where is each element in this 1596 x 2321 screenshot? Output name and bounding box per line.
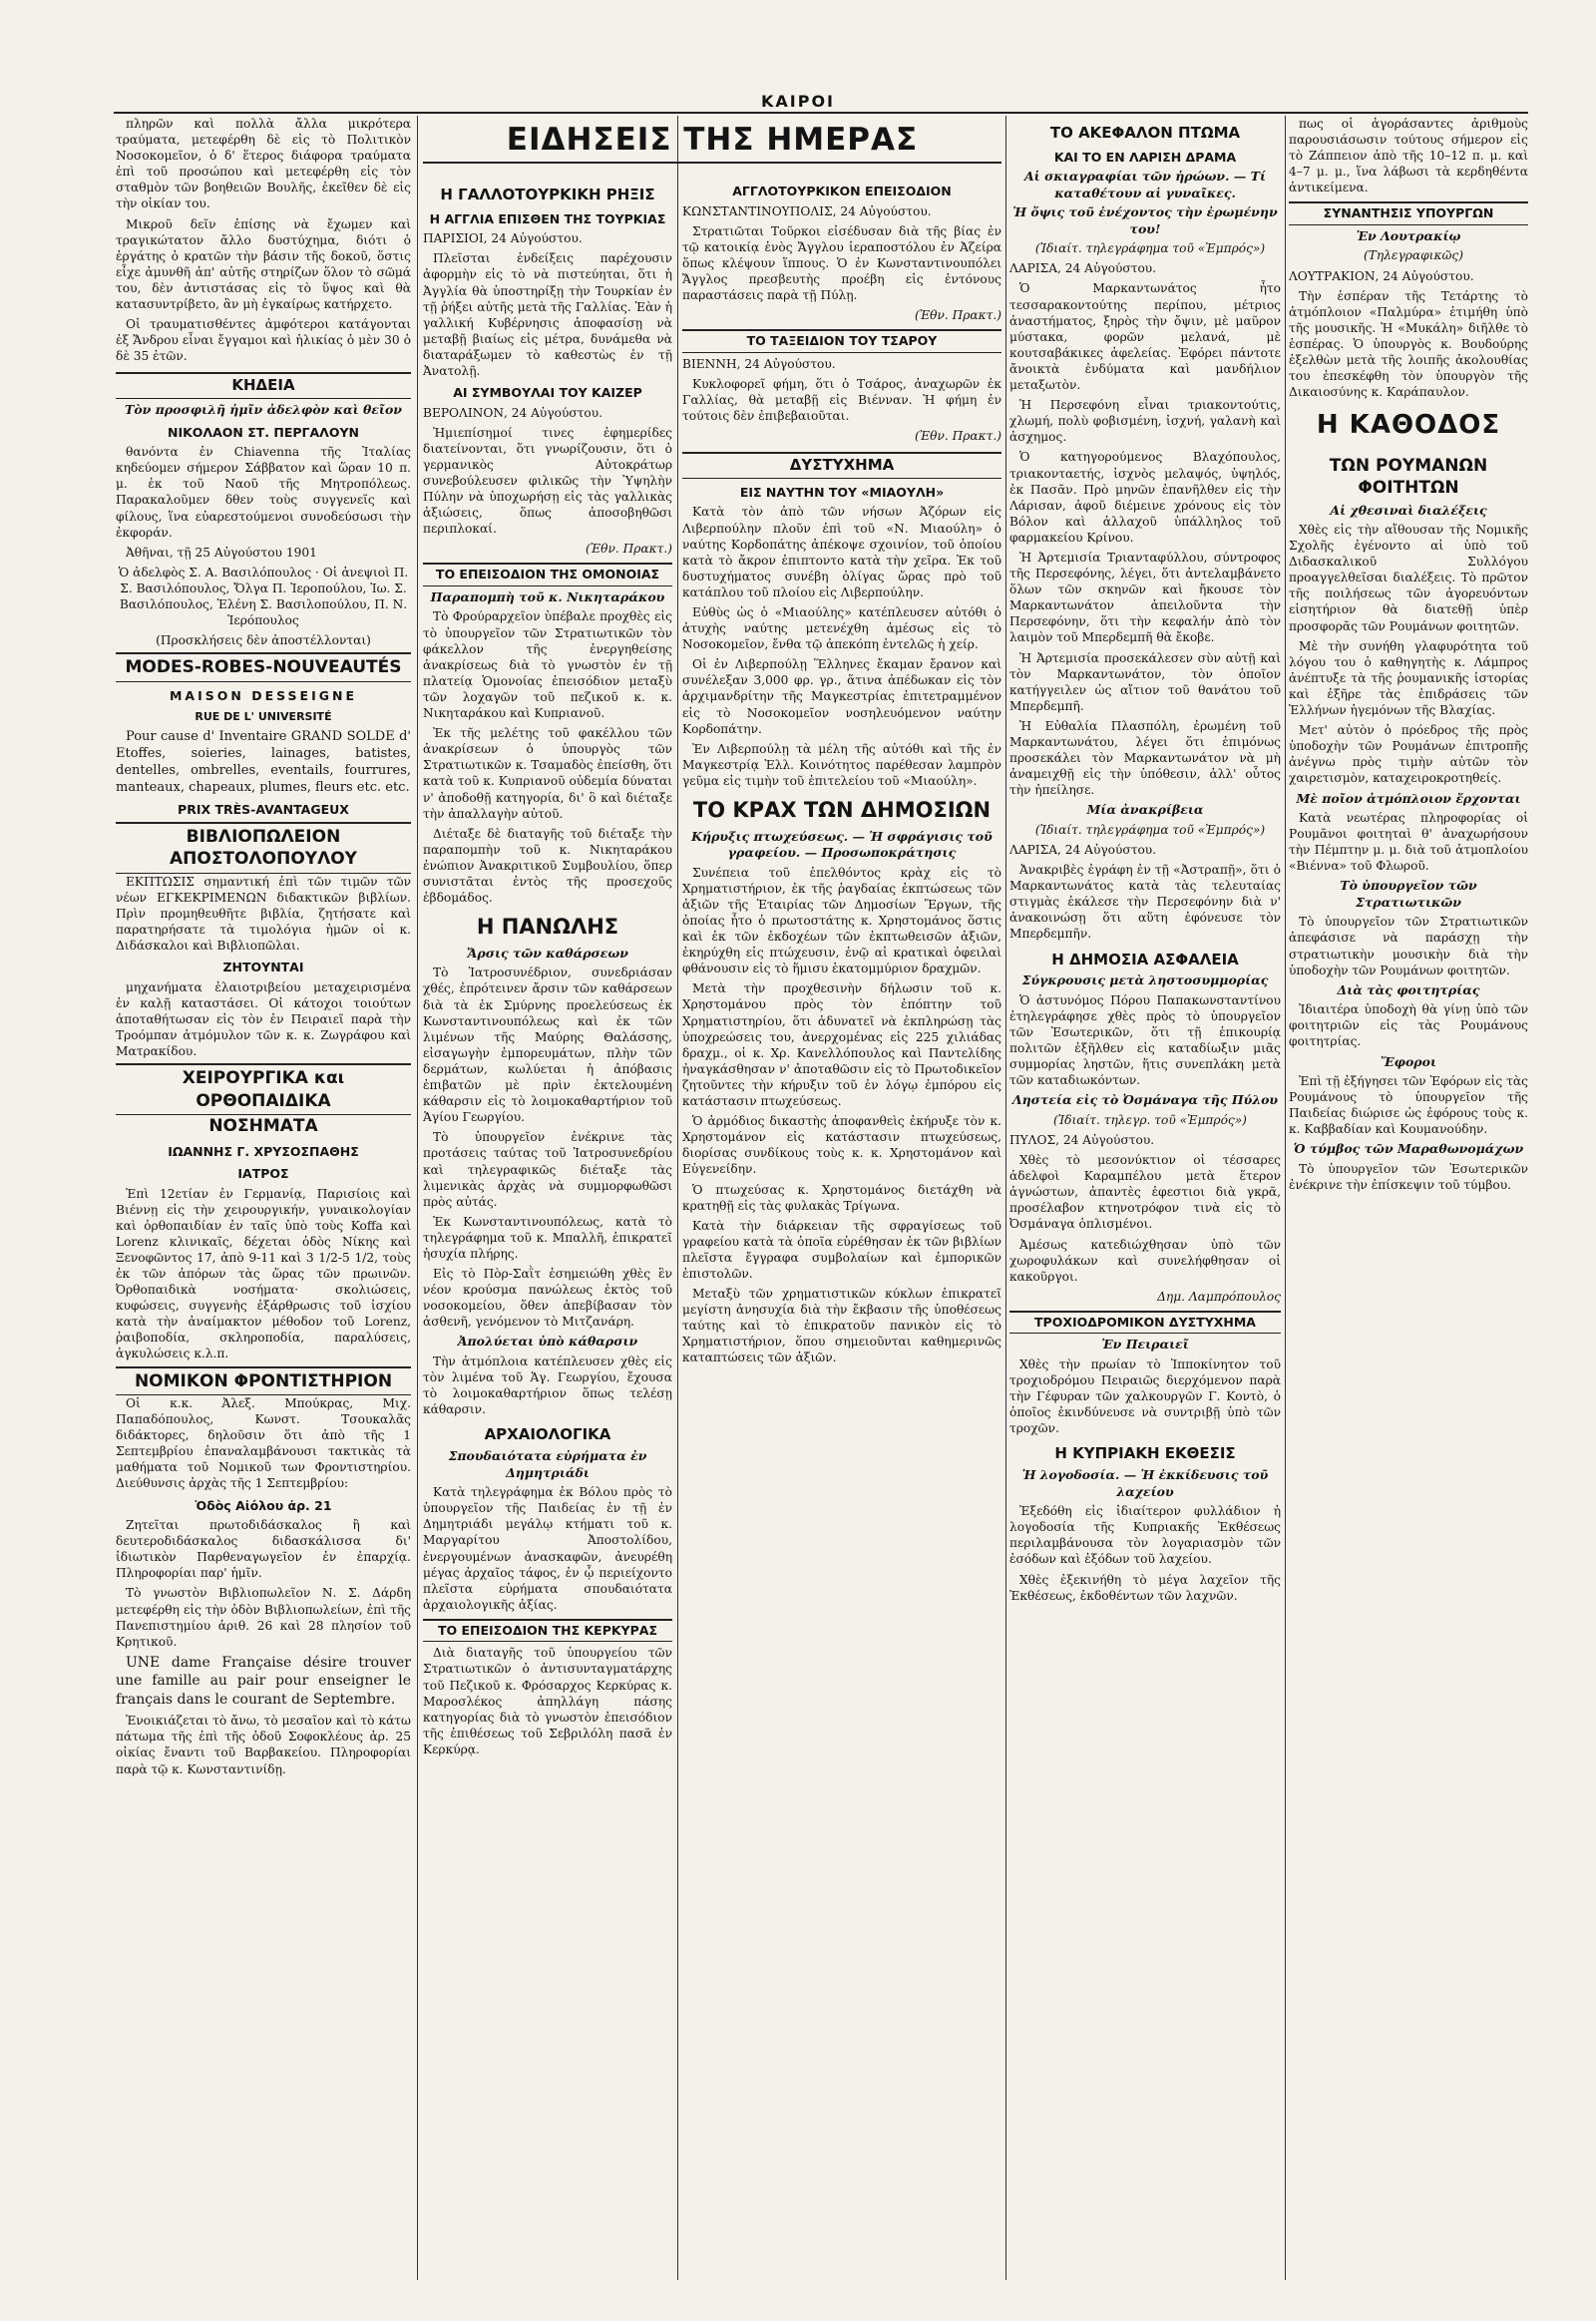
subheadline: Ἡ ὄψις τοῦ ἐνέχοντος τὴν ἐρωμένην του! bbox=[1012, 204, 1278, 236]
subheadline: Ὁ τύμβος τῶν Μαραθωνομάχων bbox=[1293, 1141, 1524, 1157]
subheadline: Διὰ τὰς φοιτητρίας bbox=[1337, 981, 1480, 997]
headline: ΑΓΓΛΟΤΟΥΡΚΙΚΟΝ ΕΠΕΙΣΟΔΙΟΝ bbox=[732, 184, 952, 198]
main-title-wrap bbox=[423, 118, 1001, 170]
article-text: Ἠμιεπίσημοί τινες ἐφημερίδες διατείνονται, ὅτι γνωρίζουσιν, ὅτι ὁ γερμανικὸς Αὐτοκράτωρ συνεβούλευσεν φιλικῶς τὴν Ὑψηλὴν Πύλην νὰ ὑποχωρήσῃ εἰς τὰς γαλλικὰς ἀξιώσεις, ὅπως ἀποσοβηθῶσι περιπλοκαί. bbox=[423, 425, 672, 537]
article-text: Μὲ τὴν συνήθη γλαφυρότητα τοῦ λόγου του ὁ καθηγητὴς κ. Λάμπρος ἀνέπτυξε τὰ τῆς ῥουμανικῆς ἱστορίας καὶ ἐξῆρε τὰς ἐπιδράσεις τῶν Ἑλλήνων ἡγεμόνων τῆς Βλαχίας. bbox=[1289, 638, 1528, 718]
subheadline: Ἔφοροι bbox=[1380, 1053, 1436, 1069]
article-text: Ὁ ἀστυνόμος Πόρου Παπακωνσταντίνου ἐτηλεγράφησε χθὲς πρὸς τὸ ὑπουργεῖον τῶν Ἐσωτερικῶν, ὅτι τῇ ἐπικουρίᾳ πολιτῶν ἐξῆλθεν εἰς καταδίωξιν μιᾶς συμμορίας ληστῶν, ἥτις συνεπλάκη μετὰ τῶν καταδιωκόντων. bbox=[1009, 992, 1281, 1088]
funeral-notice-note: (Προσκλήσεις δὲν ἀποστέλλονται) bbox=[156, 633, 371, 648]
article-text: Διὰ διαταγῆς τοῦ ὑπουργείου τῶν Στρατιωτικῶν ὁ ἀντισυνταγματάρχης τοῦ Πεζικοῦ κ. Φρόσαρχος Κερκύρας κ. Μαροσλέκος ἀπηλλάγη πάσης κατηγορίας διὰ τὸ γνωστὸν ἐπεισόδιον τῆς ἐπιθέσεως τοῦ Σεβριλόλη πασᾶ ἐν Κερκύρᾳ. bbox=[423, 1646, 672, 1756]
article-text: Τὸ ὑπουργεῖον τῶν Στρατιωτικῶν ἀπεφάσισε νὰ παράσχῃ τὴν στρατιωτικὴν μουσικὴν διὰ τὴν ὑποδοχὴν τῶν Ρουμάνων φοιτητῶν. bbox=[1289, 915, 1528, 977]
subheadline: Η ΑΓΓΛΙΑ ΕΠΙΣΘΕΝ ΤΗΣ ΤΟΥΡΚΙΑΣ bbox=[429, 210, 666, 226]
ad-teacher-body: Ζητεῖται πρωτοδιδάσκαλος ἢ καὶ δευτεροδιδάσκαλος διδασκάλισσα δι' ἰδιωτικὸν Παρθεναγωγεῖον ἐν ἐπαρχίᾳ. Πληροφορίαι παρ' ἡμῖν. bbox=[116, 1518, 411, 1581]
ad-law-address: Ὁδὸς Αἰόλου ἀρ. 21 bbox=[195, 1497, 332, 1513]
funeral-notice-title: ΚΗΔΕΙΑ bbox=[116, 372, 411, 399]
article-text: Ἰδιαιτέρα ὑποδοχὴ θὰ γίνῃ ὑπὸ τῶν φοιτητριῶν εἰς τὰς Ρουμάνους φοιτητρίας. bbox=[1289, 1002, 1528, 1049]
article-text: Ἡ Ἀρτεμισία Τριανταφύλλου, σύντροφος τῆς Περσεφόνης, λέγει, ὅτι ἀντελαμβάνετο ὅλων τῶν σκηνῶν καὶ ἤκουσε τὸν Μαρκαντωνάτον ἀπειλοῦντα τὴν Περσεφόνην, ὅτι τὴν κεφαλήν ἀπὸ τὸν λαιμὸν τοῦ Μπερδεμπῆ θὰ ἔκοβε. bbox=[1009, 550, 1281, 645]
article-text: Συνέπεια τοῦ ἐπελθόντος κρὰχ εἰς τὸ Χρηματιστήριον, ἐκ τῆς ῥαγδαίας ἐκπτώσεως τῶν ἀξιῶν τῆς Ἑταιρίας τῶν Δημοσίων Ἔργων, τῆς ὁποίας ἦτο ὁ πρωτοστάτης κ. Χρηστομάνος ὅστις καὶ ἐκ τῶν ἐκδοχέων τῶν ἐκπτωθεισῶν ἀξιῶν, ἐκηρύχθη εἰς πτώχευσιν, ἐνῷ αἱ κρατικαὶ ὀφειλαὶ φθάνουσιν εἰς τὸ ἥμισυ ἑκατομμύριον δραχμῶν. bbox=[682, 865, 1001, 976]
subheadline: Παραπομπὴ τοῦ κ. Νικηταράκου bbox=[430, 588, 665, 604]
ad-wanted-title: ΖΗΤΟΥΝΤΑΙ bbox=[222, 960, 304, 975]
article-text: Εὐθὺς ὡς ὁ «Μιαούλης» κατέπλευσεν αὐτόθι ὁ ἀτυχὴς ναύτης μετενέχθη ἀμέσως εἰς τὸ Νοσοκομεῖον, ἔνθα τῷ ἀπεκόπη ἐντελῶς ἡ χείρ. bbox=[682, 604, 1001, 652]
article-text: Χθὲς τὸ μεσονύκτιον οἱ τέσσαρες ἀδελφοὶ Καραμπέλου μετὰ ἕτερον ἀγνώστων, ἀπαντὲς ἐφεστιοι διὰ γκρᾶ, προσέλαβον κτηνοτρόφον τινὰ εἰς τὸ Ὀσμάναγα ὁπλισμένοι. bbox=[1009, 1153, 1281, 1232]
ad-wanted-body: μηχανήματα ἐλαιοτριβείου μεταχειρισμένα ἐν καλῇ καταστάσει. Οἱ κάτοχοι τοιούτων ἀποταθήτωσαν εἰς τὸν ἐν Πειραιεῖ παρὰ τὴν Τροόμπαν ἀτμόμυλον τῶν κ. κ. Ζωγράφου καὶ Ματρακίδου. bbox=[116, 979, 411, 1059]
dateline: ΠΑΡΙΣΙΟΙ, 24 Αὐγούστου. bbox=[423, 231, 583, 246]
ad-surgery-role: ΙΑΤΡΟΣ bbox=[237, 1166, 289, 1182]
subheadline: Αἱ χθεσιναὶ διαλέξεις bbox=[1330, 502, 1487, 518]
ad-surgery-doctor: ΙΩΑΝΝΗΣ Γ. ΧΡΥΣΟΣΠΑΘΗΣ bbox=[168, 1143, 359, 1159]
article-text: Τὸ Φρούραρχεῖον ὑπέβαλε προχθὲς εἰς τὸ ὑπουργεῖον τῶν Στρατιωτικῶν τὸν φάκελλον τῆς ἐνεργηθείσης ἀνακρίσεως διὰ τὸ γνωστὸν ἐν τῇ πλατείᾳ Ὁμονοίας ἐπεισόδιον μεταξὺ τῶν λοχαγῶν τοῦ πεζικοῦ κ. κ. Νικηταράκου καὶ Κυπριανοῦ. bbox=[423, 609, 672, 721]
article-text: Μετ' αὐτὸν ὁ πρόεδρος τῆς πρὸς ὑποδοχὴν τῶν Ρουμάνων ἐπιτροπῆς ἀνέγνω πρὸς τιμὴν αὐτῶν τὸν χαιρετισμὸν, καταχειροκροτηθείς. bbox=[1289, 723, 1528, 786]
headline: ΤΟ ΑΚΕΦΑΛΟΝ ΠΤΩΜΑ bbox=[1049, 124, 1241, 142]
article-text: Ἐκ Κωνσταντινουπόλεως, κατὰ τὸ τηλεγράφημα τοῦ κ. Μπαλλῆ, ἐπικρατεῖ ἡσυχία πλήρης. bbox=[423, 1214, 672, 1261]
ad-modes-title: MODES-ROBES-NOUVEAUTÉS bbox=[116, 652, 411, 681]
article-text: Τὸ Ἰατροσυνέδριον, συνεδριάσαν χθές, ἐπρότεινεν ἄρσιν τῶν καθάρσεων διὰ τὰ ἐκ Σμύρνης προελεύσεως ἐκ Κωνσταντινουπόλεως καὶ ἐκ τῶν λιμένων τῆς Μαύρης Θαλάσσης, εἰσαγωγὴν ἐμπορευμάτων, πλὴν τῶν δερμάτων, κωλύεται ἡ ἀπόβασις ἐπιβατῶν μὲ πρὶν ἐκτελουμένη κάθαρσιν εἰς τὸ λοιμοκαθαρτήριον τοῦ Ἁγίου Γεωργίου. bbox=[423, 966, 672, 1125]
article-text: Στρατιῶται Τοῦρκοι εἰσέδυσαν διὰ τῆς βίας ἐν τῷ κατοικίᾳ ἑνὸς Ἄγγλου ἱεραποστόλου ἐν Ἀζείρα ὅπως κλέψουν ἵππους. Ὁ ἐν Κωνσταντινουπόλει Ἄγγλος πρεσβευτὴς προέβη εἰς ἐντόνους παραστάσεις παρὰ τῇ Πύλῃ. bbox=[682, 223, 1001, 302]
subheadline: Κήρυξις πτωχεύσεως. — Ἡ σφράγισις τοῦ γραφείου. — Προσωποκράτησις bbox=[691, 828, 993, 861]
funeral-notice-intro: Τὸν προσφιλῆ ἡμῖν ἀδελφὸν καὶ θεῖον bbox=[125, 402, 402, 418]
subheadline: Αἱ σκιαγραφίαι τῶν ἡρώων. — Τί καταθέτουν αἱ γυναῖκες. bbox=[1023, 169, 1267, 200]
ad-modes-body: Pour cause d' Inventaire GRAND SOLDE d' Etoffes, soieries, lainages, batistes, dentelles, ombrelles, eventails, fourrures, manteaux, chapeaux, plumes, fleurs etc. etc. bbox=[116, 728, 411, 796]
ad-law-body: Οἱ κ.κ. Ἀλεξ. Μπούκρας, Μιχ. Παπαδόπουλος, Κωνστ. Τσουκαλᾶς διδάκτορες, δηλοῦσιν ὅτι ἀπὸ τῆς 1 Σεπτεμβρίου ἐπαναλαμβάνουσι τακτικὰς τὰ μαθήματα τοῦ Νομικοῦ των Φροντιστηρίου. Διεύθυνσις ἀρχὰς τῆς 1 Σεπτεμβρίου: bbox=[116, 1396, 411, 1491]
headline: ΤΟ ΕΠΕΙΣΟΔΙΟΝ ΤΗΣ ΟΜΟΝΟΙΑΣ bbox=[423, 563, 672, 586]
subheadline: Ληστεία εἰς τὸ Ὀσμάναγα τῆς Πύλου bbox=[1011, 1092, 1279, 1108]
column-5 bbox=[1289, 116, 1528, 2280]
article-text: Διέταξε δὲ διαταγῆς τοῦ διέταξε τὴν παραπομπὴν τοῦ κ. Νικηταράκου ἐνώπιον Ἀνακριτικοῦ Συμβουλίου, ὅπερ συνιστᾶται ἐντὸς τῆς προσεχοῦς ἑβδομάδος. bbox=[423, 826, 672, 906]
dateline: ΛΑΡΙΣΑ, 24 Αὐγούστου. bbox=[1009, 842, 1157, 857]
article-text: Τὸ ὑπουργεῖον τῶν Ἐσωτερικῶν ἐνέκρινε τὴν ἐπίσκεψιν τοῦ τύμβου. bbox=[1289, 1161, 1528, 1192]
article-text: Πλεῖσται ἐνδείξεις παρέχουσιν ἀφορμὴν εἰς τὸ νὰ πιστεύηται, ὅτι ἡ Ἀγγλία θὰ ὑποστηρίξῃ τὴν Τουρκίαν ἐν τῇ ῥήξει αὐτῆς μετὰ τῆς Γαλλίας. Ἐὰν ἡ γαλλική Κυβέρνησις ἀποφασίσῃ νὰ μεταβῇ βιαίως εἰς μέτρα, δυνάμεθα νὰ διαταράξωμεν τὸ καθεστὼς ἐν τῇ Ἀνατολῇ. bbox=[423, 251, 672, 379]
headline: ΤΟ ΚΡΑΧ ΤΩΝ ΔΗΜΟΣΙΩΝ bbox=[692, 798, 992, 823]
headline: ΤΟ ΤΑΞΕΙΔΙΟΝ ΤΟΥ ΤΣΑΡΟΥ bbox=[682, 329, 1001, 353]
subheadline: Ἐν Πειραιεῖ bbox=[1101, 1337, 1189, 1353]
article-text: Ἐξεδόθη εἰς ἰδιαίτερον φυλλάδιον ἡ λογοδοσία τῆς Κυπριακῆς Ἐκθέσεως περιλαμβάνουσα τὸν λογαριασμὸν τῶν ἐσόδων καὶ ἐξόδων τοῦ λαχείου. bbox=[1009, 1504, 1281, 1567]
subheadline: Ἀπολύεται ὑπὸ κάθαρσιν bbox=[457, 1334, 638, 1350]
article-text: πληρῶν καὶ πολλὰ ἄλλα μικρότερα τραύματα, μετεφέρθη δὲ εἰς τὸ Πολιτικὸν Νοσοκομεῖον, ὁ δ' ἕτερος διάφορα τραύματα ἐπὶ τοῦ προσώπου καὶ μετεφέρθη εἰς τὸν σταθμὸν τῶν βοηθειῶν Βουλῆς, ἐκεῖθεν δὲ εἰς τὴν οἰκίαν του. bbox=[116, 117, 411, 211]
ad-bookshop-body: ΕΚΠΤΩΣΙΣ σημαντική ἐπὶ τῶν τιμῶν τῶν νέων ΕΓΚΕΚΡΙΜΕΝΩΝ διδακτικῶν βιβλίων. Πρὶν προμηθευθῆτε βιβλία, ζητήσατε καὶ παρατηρήσατε τὰ τιμολόγια ἡμῶν οἱ κ. Διδάσκαλοι καὶ Βιβλιοπῶλαι. bbox=[116, 874, 411, 954]
column-divider bbox=[677, 116, 678, 2280]
dateline: ΚΩΝΣΤΑΝΤΙΝΟΥΠΟΛΙΣ, 24 Αὐγούστου. bbox=[682, 203, 932, 218]
ad-modes-prices: PRIX TRÈS-AVANTAGEUX bbox=[178, 802, 349, 818]
article-text: Ἡ Εὐθαλία Πλασπόλη, ἐρωμένη τοῦ Μαρκαντωνάτου, λέγει ὅτι ἐπιμόνως προσεκάλει τὸν Μαρκαντωνάτον νὰ μὴ ἀναμειχθῇ εἰς τὴν ὑπόθεσιν, ἀλλ' οὗτος τὴν ἠπείλησε. bbox=[1009, 718, 1281, 798]
ad-rent-body: Ἐνοικιάζεται τὸ ἄνω, τὸ μεσαῖον καὶ τὸ κάτω πάτωμα τῆς ἐπὶ τῆς ὁδοῦ Σοφοκλέους ἀρ. 25 οἰκίας ἔναντι τοῦ Βαρβακείου. Πληροφορίαι παρὰ τῷ κ. Κωνσταντινίδῃ. bbox=[116, 1714, 411, 1776]
subheadline: Μία ἀνακρίβεια bbox=[1086, 802, 1204, 818]
headline: Η ΔΗΜΟΣΙΑ ΑΣΦΑΛΕΙΑ bbox=[1051, 950, 1239, 968]
article-text: Οἱ τραυματισθέντες ἀμφότεροι κατάγονται ἐξ Ἄνδρου εἶναι ἔγγαμοι καὶ ἡλικίας ὁ μὲν 30 ὁ δὲ 35 ἐτῶν. bbox=[116, 317, 411, 364]
funeral-notice-name: ΝΙΚΟΛΑΟΝ ΣΤ. ΠΕΡΓΑΛΟΥΝ bbox=[168, 424, 359, 440]
ad-surgery-title: ΧΕΙΡΟΥΡΓΙΚΑ και ΟΡΘΟΠΑΙΔΙΚΑ bbox=[116, 1063, 411, 1115]
funeral-notice-body: θανόντα ἐν Chiavenna τῆς Ἰταλίας κηδεύομεν σήμερον Σάββατον καὶ ὥραν 10 π. μ. ἐκ τοῦ Ναοῦ τῆς Μητροπόλεως. Παρακαλοῦμεν δθεν τοὺς συγγενεῖς καὶ φίλους, ἵνα εὐαρεστούμενοι συνοδεύσωσι τὴν ἐκφοράν. bbox=[116, 445, 411, 540]
ad-bookshop-title: ΒΙΒΛΙΟΠΩΛΕΙΟΝ ΑΠΟΣΤΟΛΟΠΟΥΛΟΥ bbox=[116, 822, 411, 874]
headline: Η ΠΑΝΩΛΗΣ bbox=[476, 915, 619, 940]
source: (Ἰδιαίτ. τηλεγρ. τοῦ «Ἐμπρός») bbox=[1053, 1112, 1247, 1127]
article-text: Χθὲς ἐξεκινήθη τὸ μέγα λαχεῖον τῆς Ἐκθέσεως, ἐκδοθέντων τῶν λαχνῶν. bbox=[1009, 1572, 1281, 1603]
ad-surgery-subtitle: ΝΟΣΗΜΑΤΑ bbox=[208, 1116, 318, 1137]
article-text: Μετὰ τὴν προχθεσινὴν δήλωσιν τοῦ κ. Χρηστομάνου πρὸς τὸν ἐπόπτην τοῦ Χρηματιστηρίου, ὅτι ἀδυνατεῖ νὰ ἐκπληρώσῃ τὰς ὑποχρεώσεις του, ἀνερχομένας εἰς 225 χιλιάδας δραχμ., οἱ κ. Χρ. Κανελλόπουλος καὶ Παντελίδης ἠναγκάσθησαν ν' ἀποταθῶσιν εἰς τὸ Πρωτοδικεῖον ζητοῦντες τὴν κήρυξιν τοῦ ἐν λόγῳ ἐμπόρου εἰς κατάστασιν πτωχεύσεως. bbox=[682, 981, 1001, 1109]
headline: ΑΡΧΑΙΟΛΟΓΙΚΑ bbox=[484, 1425, 611, 1444]
headline: ΤΡΟΧΙΟΔΡΟΜΙΚΟΝ ΔΥΣΤΥΧΗΜΑ bbox=[1009, 1311, 1281, 1335]
article-text: Ὁ ἀρμόδιος δικαστὴς ἀποφανθεὶς ἐκήρυξε τὸν κ. Χρηστομάνον εἰς κατάστασιν πτωχεύσεως, διορίσας συνδίκους τοὺς κ. κ. Χρηστομάνον καὶ Εὐγενείδην. bbox=[682, 1114, 1001, 1177]
ad-modes-house: MAISON DESSEIGNE bbox=[169, 687, 357, 703]
ad-modes-street: RUE DE L' UNIVERSITÉ bbox=[195, 710, 332, 724]
subheadline: Ἡ λογοδοσία. — Ἡ ἐκκίδευσις τοῦ λαχείου bbox=[1021, 1467, 1269, 1499]
masthead: ΚΑΙΡΟΙ bbox=[760, 92, 835, 111]
article-text: Χθὲς τὴν πρωίαν τὸ Ἱπποκίνητον τοῦ τροχιοδρόμου Πειραιῶς διερχόμενον παρὰ τὴν Γέφυραν τῶν χαλκουργῶν Γ. Κοντὸ, ὁ ὁποῖος ἐκινδύνευσε νὰ συντριβῇ ὑπὸ τῶν τροχῶν. bbox=[1009, 1356, 1281, 1436]
headline: ΑΙ ΣΥΜΒΟΥΛΑΙ ΤΟΥ ΚΑΙΖΕΡ bbox=[453, 385, 642, 401]
article-text: Κατὰ τηλεγράφημα ἐκ Βόλου πρὸς τὸ ὑπουργεῖον τῆς Παιδείας ἐν τῇ ἐν Δημητριάδι μεγάλῳ κτήματι τοῦ κ. Μαργαρίτου Ἀποστολίδου, ἐνεργουμένων ἀνασκαφῶν, ἀνευρέθη μέγας ἀρχαῖος τάφος, ἐν ᾧ περιείχοντο πλεῖστα εὑρήματα σπουδαιότατα ἀρχαιολογικῆς ἀξίας. bbox=[423, 1485, 672, 1612]
ad-bookstore-body: Τὸ γνωστὸν Βιβλιοπωλεῖον Ν. Σ. Δάρδη μετεφέρθη εἰς τὴν ὁδὸν Βιβλιοπωλείων, ἐπὶ τῆς Πανεπιστημίου ἀριθ. 26 καὶ 28 πλησίον τοῦ Κρητικοῦ. bbox=[116, 1586, 411, 1649]
column-1 bbox=[116, 116, 411, 2280]
source: (Ἰδιαίτ. τηλεγράφημα τοῦ «Ἐμπρός») bbox=[1034, 822, 1266, 837]
source: (Ἐθν. Πρακτ.) bbox=[585, 542, 672, 557]
column-3 bbox=[682, 178, 1001, 2280]
source: (Ἐθν. Πρακτ.) bbox=[914, 308, 1001, 323]
dateline: ΛΟΥΤΡΑΚΙΟΝ, 24 Αὐγούστου. bbox=[1289, 268, 1474, 283]
article-text: Οἱ ἐν Λιβερπούλῃ Ἕλληνες ἔκαμαν ἔρανον καὶ συνέλεξαν 3,000 φρ. γρ., ἅτινα ἀπέδωκαν εἰς τὸν ἀρχιμανδρίτην τῆς Μαγκεστρίας ἐπιτετραμμένον εἰς τὸ Νοσοκομεῖον νοσηλευόμενον ναύτην Κορδοπάτην. bbox=[682, 657, 1001, 736]
headline: ΚΑΙ ΤΟ ΕΝ ΛΑΡΙΣΗ ΔΡΑΜΑ bbox=[1053, 149, 1237, 165]
funeral-notice-date: Ἀθῆναι, τῇ 25 Αὐγούστου 1901 bbox=[126, 545, 317, 560]
article-text: Ὁ πτωχεύσας κ. Χρηστομάνος διετάχθη νὰ κρατηθῇ εἰς τὰς φυλακὰς Τρίγωνα. bbox=[682, 1182, 1001, 1213]
headline: Η ΓΑΛΛΟΤΟΥΡΚΙΚΗ ΡΗΞΙΣ bbox=[440, 186, 655, 203]
headline: ΣΥΝΑΝΤΗΣΙΣ ΥΠΟΥΡΓΩΝ bbox=[1289, 201, 1528, 225]
article-text: Κατὰ τὸν ἀπὸ τῶν νήσων Ἀζόρων εἰς Λιβερπούλην πλοῦν ἐπὶ τοῦ «Ν. Μιαούλη» ὁ ναύτης Κορδοπάτης ἀπέκοψε σχοινίον, τοῦ ὁποίου κατὰ τὸ ἄκρον ἐπιπτοντο κατὰ τὴν χεῖρα. Ἐκ τοῦ δυστυχήματος συνέβη ὀλίγας ὥρας πρὸ τοῦ κατάπλου τοῦ πλοίου εἰς Λιβερπούλην. bbox=[682, 505, 1001, 599]
ad-surgery-body: Ἐπὶ 12ετίαν ἐν Γερμανίᾳ, Παρισίοις καὶ Βιέννῃ εἰς τὴν χειρουργικήν, γυναικολογίαν καὶ ὀρθοπαιδίαν ἐν ταῖς ὑπὸ τοὺς Koffa καὶ Lorenz κλινικαῖς, δέχεται ὁδὸς Νίκης καὶ Ξενοφῶντος 17, ἀπὸ 9-11 καὶ 3 1/2-5 1/2, τοὺς ἐκ τῶν ἀπόρων τὰς ὥρας τῶν πρωινῶν. Ὀρθοπαιδικὰ νοσήματα· σκολιώσεις, κυφώσεις, συγγενὴς ἐξάρθρωσις τοῦ ἰσχίου κατὰ τὴν ἀναίμακτον μέθοδον τοῦ Lorenz, ῥαιβοποδία, σκληροποδία, παραλύσεις, ἀγκυλώσεις κ.λ.π. bbox=[116, 1186, 411, 1361]
article-text: Κατὰ τὴν διάρκειαν τῆς σφραγίσεως τοῦ γραφείου κατὰ τὰ ὁποῖα εὑρέθησαν ἐκ τῶν βιβλίων πλεῖστα ἔγγραφα συμβολαίων καὶ ἐμπορικῶν ἐπιστολῶν. bbox=[682, 1218, 1001, 1281]
column-4 bbox=[1009, 116, 1281, 2280]
article-text: Ἡ Περσεφόνη εἶναι τριακοντούτις, χλωμή, πολὺ φοβισμένη, ἰσχνή, γαλανὴ καὶ ἀσχημος. bbox=[1009, 398, 1281, 445]
top-rule bbox=[114, 112, 1528, 114]
headline: Η ΚΑΘΟΔΟΣ bbox=[1316, 410, 1501, 441]
subheadline: Μὲ ποῖον ἀτμόπλοιον ἔρχονται bbox=[1296, 790, 1521, 806]
subheadline: Τὸ ὑπουργεῖον τῶν Στρατιωτικῶν bbox=[1340, 878, 1477, 910]
article-text: Ἐκ τῆς μελέτης τοῦ φακέλλου τῶν ἀνακρίσεων ὁ ὑπουργὸς τῶν Στρατιωτικῶν κ. Τσαμαδὸς ἐπείσθη, ὅτι κατὰ τοῦ κ. Κυπριανοῦ οὐδεμία δύναται ν' ἀποδοθῇ κατηγορία, δι' ὃ καὶ διέταξε τὴν ἀπαλλαγὴν αὐτοῦ. bbox=[423, 726, 672, 821]
article-text: Ἐπὶ τῇ ἐξήγησει τῶν Ἐφόρων εἰς τὰς Ρουμάνους τὸ ὑπουργεῖον τῆς Παιδείας διώρισε ὡς ἐφόρους τοὺς κ. κ. Καββαδίαν καὶ Κουμανούδην. bbox=[1289, 1074, 1528, 1137]
article-text: Μεταξὺ τῶν χρηματιστικῶν κύκλων ἐπικρατεῖ μεγίστη ἀνησυχία διὰ τὴν ἔκβασιν τῆς ὑποθέσεως ταύτης καὶ τὸ ἐπικρατοῦν πανικὸν εἰς τὸ Χρηματιστήριον, ὅπου σημειοῦνται καθημερινῶς καταπτώσεις τῶν ἀξιῶν. bbox=[682, 1287, 1001, 1365]
headline: ΤΩΝ ΡΟΥΜΑΝΩΝ ΦΟΙΤΗΤΩΝ bbox=[1329, 455, 1488, 499]
article-text: πως οἱ ἀγοράσαντες ἀριθμοὺς παρουσιάσωσιν τούτους σήμερον εἰς τὸ Ζάππειον ἀπὸ τῆς 10–12 π. μ. καὶ 4–7 μ. μ., ἵνα λάβωσι τὰ κερδηθέντα ἀντικείμενα. bbox=[1289, 117, 1528, 195]
subheadline: Ἄρσις τῶν καθάρσεων bbox=[467, 945, 628, 961]
article-text: Τὴν ἀτμόπλοια κατέπλευσεν χθὲς εἰς τὸν λιμένα τοῦ Ἁγ. Γεωργίου, ἔχουσα τὸ λοιμοκαθαρτήριον ὅπως τελέσῃ κάθαρσιν. bbox=[423, 1354, 672, 1417]
article-text: Ἀνακριβὲς ἐγράφη ἐν τῇ «Ἀστραπῇ», ὅτι ὁ Μαρκαντωνάτος κατὰ τὰς τελευταίας στιγμὰς ἐκάλεσε τὴν Περσεφόνην διὰ ν' ἀνακοινώσῃ ὅτι αὕτη ἐφόνευσε τὸν Μπερδεμπῆν. bbox=[1009, 863, 1281, 942]
dateline: ΛΑΡΙΣΑ, 24 Αὐγούστου. bbox=[1009, 261, 1157, 276]
article-text: Ἡ Ἀρτεμισία προσεκάλεσεν σὺν αὐτῇ καὶ τὸν Μαρκαντωνάτον, τὸν ὁποῖον κατήγγειλεν ὡς αἴτιον τοῦ θανάτου τοῦ Μπερδεμπῆ. bbox=[1009, 650, 1281, 713]
subheadline: Σύγκρουσις μετὰ ληστοσυμμορίας bbox=[1021, 972, 1269, 988]
headline: ΔΥΣΤΥΧΗΜΑ bbox=[682, 452, 1001, 479]
ad-law-title: ΝΟΜΙΚΟΝ ΦΡΟΝΤΙΣΤΗΡΙΟΝ bbox=[116, 1366, 411, 1395]
column-divider bbox=[1005, 116, 1006, 2280]
subheadline: Σπουδαιότατα εὑρήματα ἐν Δημητριάδι bbox=[448, 1448, 647, 1480]
article-text: Ἀμέσως κατεδιώχθησαν ὑπὸ τῶν χωροφυλάκων καὶ συνελήφθησαν οἱ κακοῦργοι. bbox=[1009, 1237, 1281, 1284]
article-text: Μικροῦ δεῖν ἐπίσης νὰ ἔχωμεν καὶ τραγικώτατον ἄλλο δυστύχημα, διότι ὁ ἐργάτης ὁ κρατῶν τὴν βάσιν τῆς δοκοῦ, ὅστις εἶχε ἀμυνθῆ ἀπ' αὐτῆς στηρίζων ὅλον τὸ σῶμά του, δὲν ἀντιστάσας εἰς τὸ ὕψος καὶ θὰ κατασυντρίβετο, ἂν μὴ ἐγκαίρως κατήρχετο. bbox=[116, 216, 411, 312]
column-2 bbox=[423, 178, 672, 2280]
headline: ΤΟ ΕΠΕΙΣΟΔΙΟΝ ΤΗΣ ΚΕΡΚΥΡΑΣ bbox=[423, 1619, 672, 1643]
ad-french-body: UNE dame Française désire trouver une famille au pair pour enseigner le français dans le courant de Septembre. bbox=[116, 1654, 411, 1708]
dateline: ΒΙΕΝΝΗ, 24 Αὐγούστου. bbox=[682, 356, 836, 371]
article-text: Εἰς τὸ Πὸρ-Σαῒτ ἐσημειώθη χθὲς ἓν νέον κρούσμα πανώλεως ἐκτὸς τοῦ νοσοκομείου, ὅθεν ἀπεβίβασαν τὸν ἀσθενῆ, γενόμενον τὸ Μιτζανάρη. bbox=[423, 1267, 672, 1330]
source: (Τηλεγραφικῶς) bbox=[1364, 248, 1463, 263]
article-text: Ὁ Μαρκαντωνάτος ἦτο τεσσαρακοντούτης περίπου, μέτριος ἀναστήματος, ξηρὸς τὴν ὄψιν, μὲ μαῦρον μύστακα, φορῶν μελανά, μὲ κουτσαβάκικες ἀφελείας. Ἐφόρει πάντοτε ἄνοικτὰ ἐνδύματα καὶ μανδήλιον μεταξωτὸν. bbox=[1009, 281, 1281, 393]
article-text: Κατὰ νεωτέρας πληροφορίας οἱ Ρουμᾶνοι φοιτηταὶ θ' ἀναχωρήσουν τὴν Πέμπτην μ. μ. διὰ τοῦ ἀτμοπλοίου «Βιέννα» τοῦ Φλωροῦ. bbox=[1289, 811, 1528, 874]
article-text: Τὸ ὑπουργεῖον ἐνέκρινε τὰς προτάσεις ταύτας τοῦ Ἰατροσυνεδρίου καὶ τηλεγραφικῶς διέταξε τὰς λιμενικὰς ἀρχὰς νὰ συμμορφωθῶσι πρὸς αὐτάς. bbox=[423, 1130, 672, 1209]
article-text: Ὁ κατηγορούμενος Βλαχόπουλος, τριακονταετής, ἰσχνὸς μελαψός, ὑψηλός, ἐκ Πασᾶν. Πρὸ μηνῶν ἐπανῆλθεν εἰς τὴν Λάρισαν, ἀφοῦ διέμεινε χρόνους εἰς τὸν Βόλον καὶ ἀλλαχοῦ ὑπάλληλος τοῦ φαρμακείου Κρίνου. bbox=[1009, 450, 1281, 545]
column-divider bbox=[417, 116, 418, 2280]
article-text: Τὴν ἑσπέραν τῆς Τετάρτης τὸ ἀτμόπλοιον «Παλμύρα» ἐτιμήθη ὑπὸ τῆς μουσικῆς. Ἡ «Μυκάλη» διῆλθε τὸ ἑσπέρας. Ὁ ὑπουργὸς κ. Βουδούρης ἐξελθὼν μετὰ τῆς λοιπῆς ἀκολουθίας του ἐπεσκέφθη τὸν ὑπουργὸν τῆς Δικαιοσύνης κ. Καράπαυλον. bbox=[1289, 288, 1528, 400]
main-title: ΕΙΔΗΣΕΙΣ ΤΗΣ ΗΜΕΡΑΣ bbox=[423, 122, 1001, 164]
source: (Ἰδιαίτ. τηλεγράφημα τοῦ «Ἐμπρός») bbox=[1034, 241, 1266, 256]
subheadline: ΕΙΣ ΝΑΥΤΗΝ ΤΟΥ «ΜΙΑΟΥΛΗ» bbox=[739, 484, 945, 500]
article-text: Χθὲς εἰς τὴν αἴθουσαν τῆς Νομικῆς Σχολῆς ἐγένοντο αἱ ὑπὸ τοῦ Διδασκαλικοῦ Συλλόγου προαγγελθεῖσαι διαλέξεις. Τὸ πρῶτον τῆς ποιλήσεως τῶν ἀγορευόντων εἰσητήριον θὰ διατεθῇ ὑπὲρ προσφορᾶς τῶν Ρουμάνων φοιτητῶν. bbox=[1289, 523, 1528, 633]
dateline: ΒΕΡΟΛΙΝΟΝ, 24 Αὐγούστου. bbox=[423, 405, 603, 420]
article-text: Κυκλοφορεῖ φήμη, ὅτι ὁ Τσάρος, ἀναχωρῶν ἐκ Γαλλίας, θὰ μεταβῇ εἰς Βιένναν. Ἡ φήμη ἐν τούτοις δὲν ἐπιβεβαιοῦται. bbox=[682, 376, 1001, 423]
article-text: Ἐν Λιβερπούλῃ τὰ μέλη τῆς αὐτόθι καὶ τῆς ἐν Μαγκεστρίᾳ Ἑλλ. Κοινότητος παρέθεσαν λαμπρὸν γεῦμα εἰς τιμὴν τοῦ ἐπιτελείου τοῦ «Μιαούλη». bbox=[682, 741, 1001, 788]
subheadline: Ἐν Λουτρακίῳ bbox=[1356, 227, 1461, 243]
source: (Ἐθν. Πρακτ.) bbox=[914, 429, 1001, 444]
byline: Δημ. Λαμπρόπουλος bbox=[1157, 1289, 1281, 1304]
dateline: ΠΥΛΟΣ, 24 Αὐγούστου. bbox=[1009, 1133, 1155, 1147]
column-divider bbox=[1285, 116, 1286, 2280]
funeral-notice-signers: Ὁ ἀδελφὸς Σ. Α. Βασιλόπουλος · Οἱ ἀνεψιοὶ Π. Σ. Βασιλόπουλος, Ὄλγα Π. Ἱεροπούλου, Ἰω. Σ. Βασιλόπουλος, Ἑλένη Σ. Βασιλοπούλου, Π. Ν. Ἱερόπουλος bbox=[118, 565, 409, 628]
headline: Η ΚΥΠΡΙΑΚΗ ΕΚΘΕΣΙΣ bbox=[1054, 1444, 1236, 1463]
